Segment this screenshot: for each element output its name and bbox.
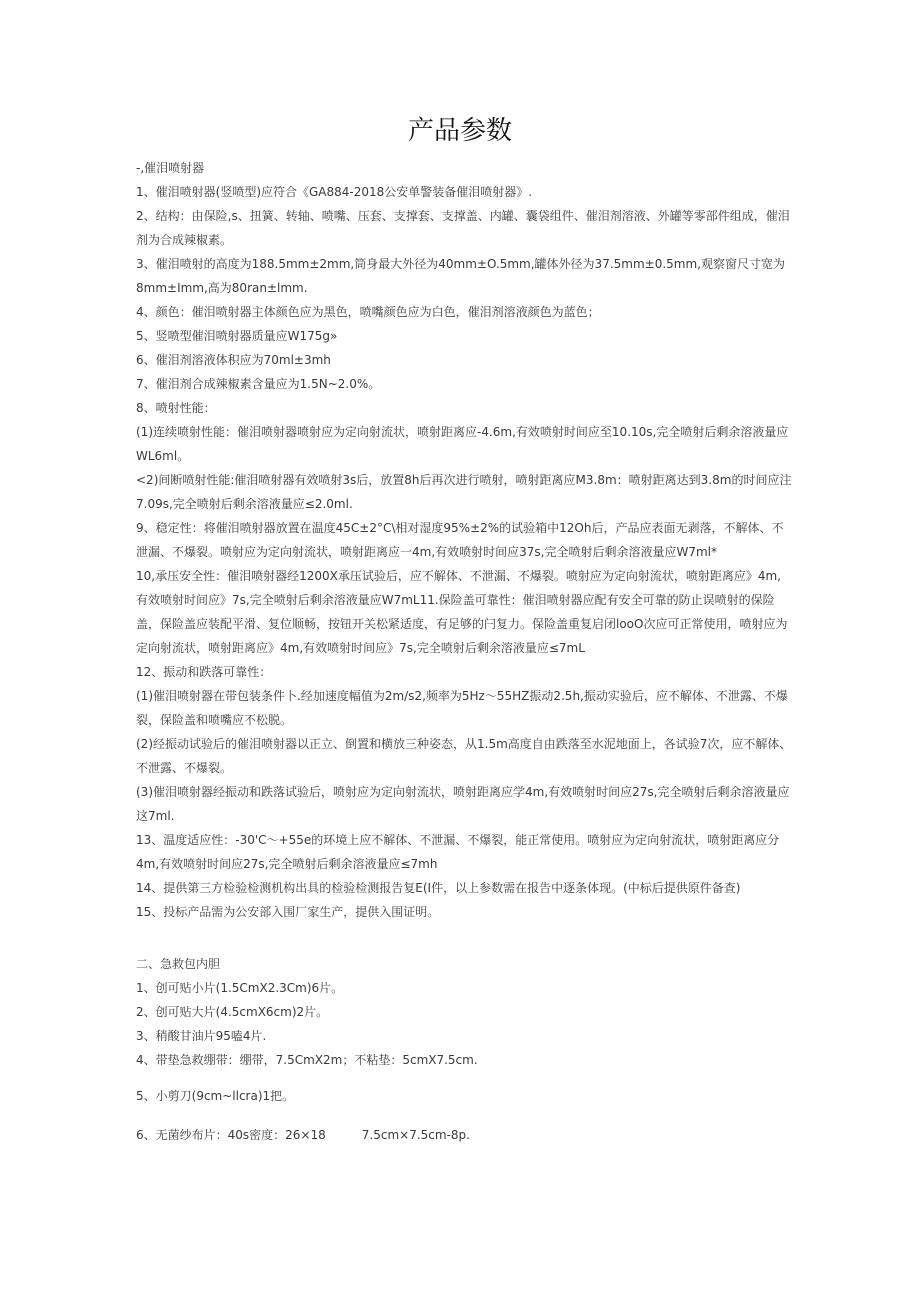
spec-item-8: 8、喷射性能：: [136, 401, 216, 415]
spec-item-6: 6、催泪剂溶液体积应为70ml±3mh: [136, 353, 331, 367]
item-spacer: [136, 1072, 792, 1084]
kit-item-6-size: 7.5cm×7.5cm-8p.: [361, 1128, 470, 1142]
spec-item-5: 5、竖喷型催泪喷射器质量应W175g»: [136, 329, 338, 343]
spec-item-1: 1、催泪喷射器(竖喷型)应符合《GA884-2018公安单警装备催泪喷射器》.: [136, 185, 533, 199]
spec-item-3: 3、催泪喷射的高度为188.5mm±2mm,筒身最大外径为40mm±O.5mm,罐体外径为37.5mm±0.5mm,观察窗尺寸宽为8mm±Imm,高为80ran±lmm.: [136, 257, 785, 295]
spec-item-7: 7、催泪剂合成辣椒素含量应为1.5N~2.0%。: [136, 377, 381, 391]
kit-item-5: 5、小剪刀(9cm~llcra)1把。: [136, 1089, 295, 1103]
kit-item-6-label: 6、无菌纱布片：40s密度：26×18: [136, 1128, 326, 1142]
spec-item-8-1: (1)连续喷射性能：催泪喷射器喷射应为定向射流状，喷射距离应-4.6m,有效喷射时间应至10.10s,完全喷射后剩余溶液量应WL6ml。: [136, 425, 789, 463]
spec-item-9: 9、稳定性：将催泪喷射器放置在温度45C±2°C\相对湿度95%±2%的试验箱中12Oh后，产品应表面无剥落，不解体、不泄漏、不爆裂。喷射应为定向射流状，喷射距离应一4m,有效喷射时间应37s,完全喷射后剩余溶液量应W7ml*: [136, 521, 784, 559]
spec-item-12-2: (2)经振动试验后的催泪喷射器以正立、倒置和横放三种姿态，从1.5m高度自由跌落至水泥地面上，各试验7次，应不解体、不泄露、不爆裂。: [136, 737, 792, 775]
spec-item-8-2: <2)间断喷射性能:催泪喷射器有效喷射3s后，放置8h后再次进行喷射，喷射距离应M3.8m：喷射距离达到3.8m的时间应注7.09s,完全喷射后剩余溶液量应≤2.0ml.: [136, 473, 792, 511]
kit-item-6: [136, 1123, 792, 1147]
spec-item-12: 12、振动和跌落可靠性：: [136, 665, 272, 679]
kit-item-1: 1、创可贴小片(1.5CmX2.3Cm)6片。: [136, 981, 344, 995]
spec-item-2: 2、结构：由保险,s、扭簧、转轴、喷嘴、压套、支撑套、支撑盖、内罐、囊袋组件、催泪剂溶液、外罐等零部件组成，催泪剂为合成辣椒素。: [136, 209, 790, 247]
kit-item-4: 4、带垫急救绷带：绷带，7.5CmX2m；不粘垫：5cmX7.5cm.: [136, 1053, 478, 1067]
document-body: [136, 156, 792, 1147]
kit-item-3: 3、稍酸甘油片95嗑4片.: [136, 1029, 267, 1043]
spec-item-13: 13、温度适应性：-30'C～+55e的环境上应不解体、不泄漏、不爆裂，能正常使用。喷射应为定向射流状，喷射距离应分4m,有效喷射时间应27s,完全喷射后剩余溶液量应≤7mh: [136, 833, 780, 871]
spec-item-4: 4、颜色：催泪喷射器主体颜色应为黑色，喷嘴颜色应为白色，催泪剂溶液颜色为蓝色；: [136, 305, 600, 319]
section-heading-first-aid: 二、急救包内胆: [136, 957, 221, 971]
spec-item-10-11: 10,承压安全性：催泪喷射器经1200X承压试验后，应不解体、不泄漏、不爆裂。喷射应为定向射流状，喷射距离应》4m,有效喷射时间应》7s,完全喷射后剩余溶液量应W7mL11.保险盖可靠性：催泪喷射器应配有安全可靠的防止误喷射的保险盖，保险盖应装配平滑、复位顺畅，按钮开关松紧适度，有足够的闩复力。保险盖重复启闭looO次应可正常使用，喷射应为定向射流状，喷射距离应》4m,有效喷射时间应》7s,完全喷射后剩余溶液量应≤7mL: [136, 569, 788, 655]
spec-item-12-3: (3)催泪喷射器经振动和跌落试验后，喷射应为定向射流状，喷射距离应学4m,有效喷射时间应27s,完全喷射后剩余溶液量应这7ml.: [136, 785, 790, 823]
kit-item-2: 2、创可贴大片(4.5cmX6cm)2片。: [136, 1005, 329, 1019]
spec-item-12-1: (1)催泪喷射器在带包装条件卜.经加速度幅值为2m/s2,频率为5Hz～55HZ振动2.5h,振动实验后，应不解体、不泄露、不爆裂，保险盖和喷嘴应不松脱。: [136, 689, 788, 727]
item-spacer: [136, 1108, 792, 1123]
spec-item-14: 14、提供第三方检验检测机构出具的检验检测报告复E(I件，以上参数需在报告中逐条体现。(中标后提供原件备查): [136, 881, 741, 895]
spec-item-15: 15、投标产品需为公安部入围厂家生产，提供入围证明。: [136, 905, 440, 919]
section-heading-tear-gas: -,催泪喷射器: [136, 161, 205, 175]
section-spacer: [136, 924, 792, 952]
page-title: 产品参数: [407, 116, 512, 146]
